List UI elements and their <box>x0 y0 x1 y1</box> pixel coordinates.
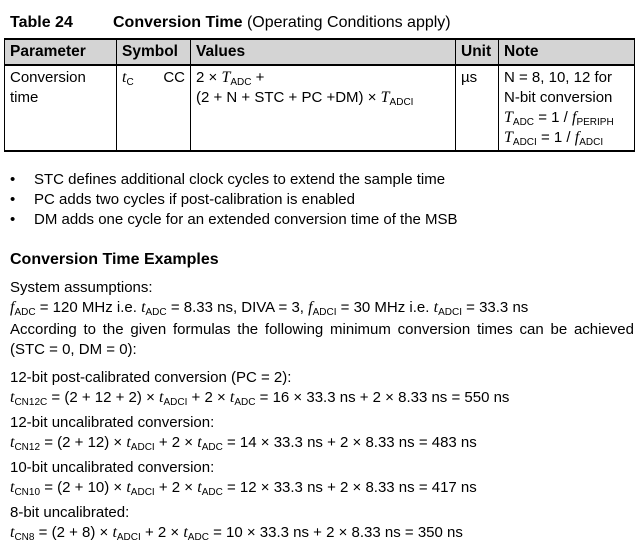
symbol-t: t <box>122 69 127 86</box>
example-formula: $t_{CN8} = (2 + 8) \times t_{ADCI} + 2 \times t_{ADC} = 10 \times 33.3$ ns + 2 × 8.33 ns = 350 ns <box>10 524 463 543</box>
conversion-time-table <box>4 38 635 152</box>
list-item: • PC adds two cycles if post-calibration is enabled <box>10 190 458 210</box>
table-caption <box>10 14 451 32</box>
bullet-list <box>10 170 458 230</box>
example-formula: $t_{CN12C} = (2 + 12 + 2) \times t_{ADCI} + 2 \times t_{ADC} = 16 \times 33.3$ ns + 2 × 8.33 ns = 550 ns <box>10 389 510 408</box>
table-subtitle: (Operating Conditions apply) <box>246 14 451 31</box>
example-label: 10-bit uncalibrated conversion: <box>10 459 215 476</box>
header-values: Values <box>191 39 456 65</box>
cell-parameter <box>5 65 117 151</box>
note-tadci-line: $T_{ADCI} = 1 / f_{ADCI}$ <box>504 129 604 148</box>
header-parameter: Parameter <box>5 39 117 65</box>
formula-intro: According to the given formulas the following minimum conversion times can be achieved (STC = 0, DM = 0): <box>10 321 634 358</box>
values-line2: (2 + N + STC + PC $+DM) \times T_{ADCI}$ <box>196 89 414 108</box>
table-number: Table 24 <box>10 14 73 31</box>
table-title: Conversion Time <box>113 14 243 31</box>
example-formula: $t_{CN10} = (2 + 10) \times t_{ADCI} + 2 \times t_{ADC} = 12 \times 33.3$ ns + 2 × 8.33 ns = 417 ns <box>10 479 477 498</box>
cell-unit: µs <box>456 65 499 151</box>
symbol-sub: C <box>126 77 134 88</box>
example-label: 12-bit uncalibrated conversion: <box>10 414 215 431</box>
list-item: • DM adds one cycle for an extended conversion time of the MSB <box>10 210 458 230</box>
values-line1: $2 \times T_{ADC}$ + <box>196 69 265 88</box>
parameter-line1: Conversion <box>10 69 86 86</box>
cell-symbol <box>117 65 191 151</box>
header-symbol: Symbol <box>117 39 191 65</box>
cell-note: N = 8, 10, 12 for N-bit conversion $T_{ADC} = 1 / f_{PERIPH}$ $T_{ADCI} = 1 / f_{ADCI}$ <box>499 65 635 151</box>
header-note: Note <box>499 39 635 65</box>
system-assumptions-label: System assumptions: <box>10 279 153 296</box>
parameter-line2: time <box>10 89 39 106</box>
cell-values <box>191 65 456 151</box>
list-item: • STC defines additional clock cycles to extend the sample time <box>10 170 458 190</box>
note-tadc-line: $T_{ADC} = 1 / f_{PERIPH}$ <box>504 109 614 128</box>
table-row <box>5 65 635 151</box>
example-label: 12-bit post-calibrated conversion (PC = 2): <box>10 369 292 386</box>
example-label: 8-bit uncalibrated: <box>10 504 130 521</box>
assumptions-line: $f_{ADC} = 120$ MHz i.e. $t_{ADC} = 8.33$ ns, DIVA = 3, $f_{ADCI} = 30$ MHz i.e. $t_{ADCI} = 33.3$ ns <box>10 299 529 318</box>
header-unit: Unit <box>456 39 499 65</box>
example-formula: $t_{CN12} = (2 + 12) \times t_{ADCI} + 2 \times t_{ADC} = 14 \times 33.3$ ns + 2 × 8.33 ns = 483 ns <box>10 434 477 453</box>
examples-title: Conversion Time Examples <box>10 251 219 268</box>
table-header-row <box>5 39 635 65</box>
symbol-class: CC <box>163 69 185 86</box>
